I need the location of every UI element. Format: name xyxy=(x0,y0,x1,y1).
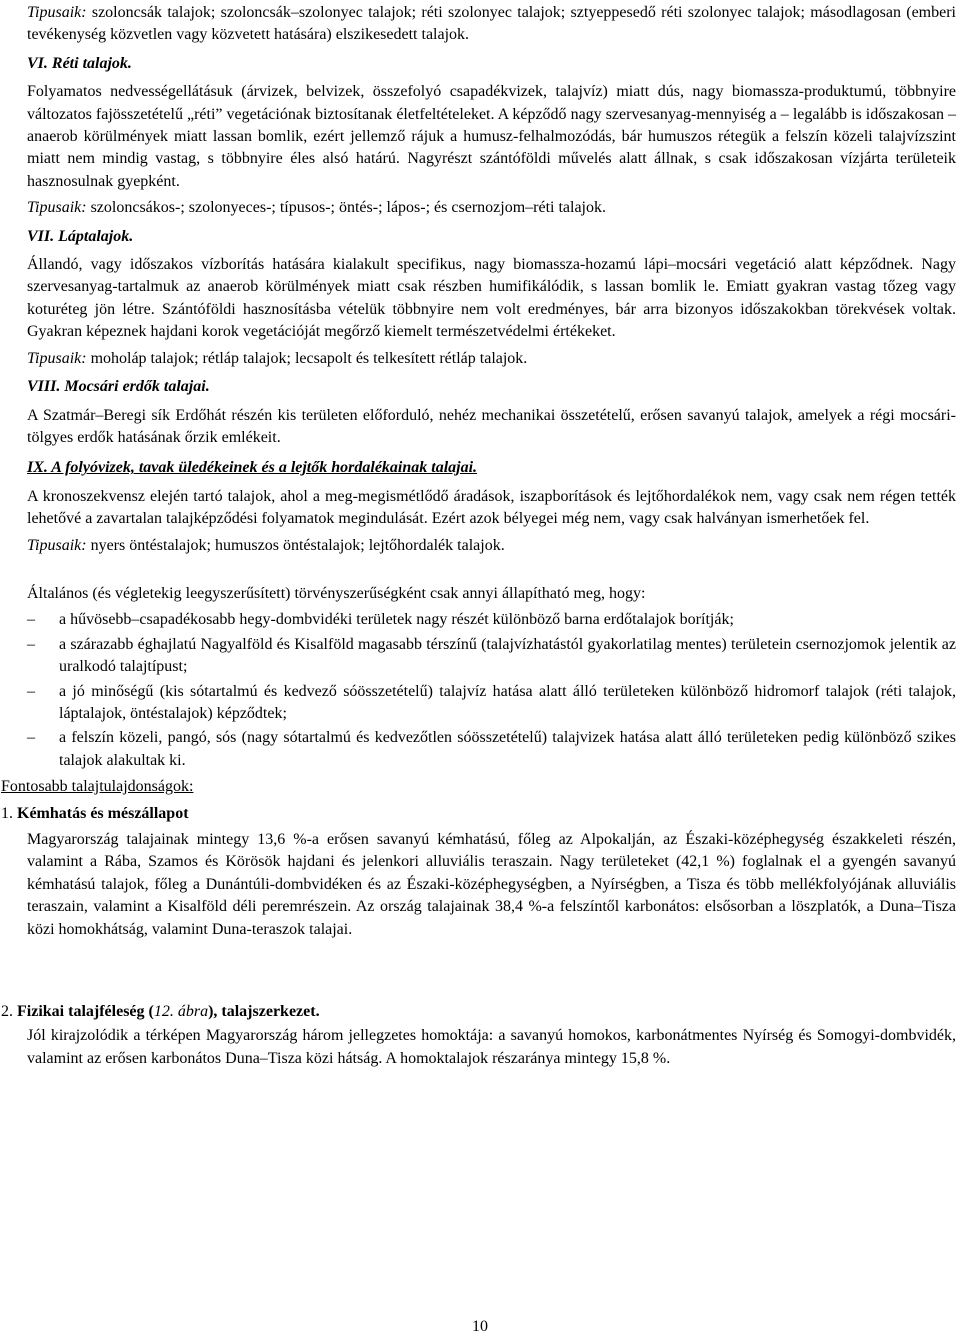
property-2-paragraph: Jól kirajzolódik a térképen Magyarország három jellegzetes homoktája: a savanyú homokos, karbonátmentes Nyírség és Somogyi-dombvidék, valamint az erősen karbonátos Duna–Tisza közi hátság. A homoktalajok részaránya mintegy 15,8 %. xyxy=(27,1027,956,1067)
property-2-title: Fizikai talajféleség xyxy=(17,1003,145,1021)
types-paragraph-vii xyxy=(27,348,956,370)
property-2-heading xyxy=(1,1001,956,1023)
property-2-number: 2. xyxy=(1,1003,13,1021)
dash-marker: – xyxy=(27,635,35,653)
types-paragraph-ix xyxy=(27,535,956,557)
types-label: Tipusaik: xyxy=(27,536,87,554)
types-text: szoloncsákos-; szolonyeces-; típusos-; öntés-; lápos-; és csernozjom–réti talajok. xyxy=(86,199,606,217)
property-1-heading xyxy=(1,803,956,825)
list-item-text: a szárazabb éghajlatú Nagyalföld és Kisalföld magasabb térszínű (talajvízhatástól gyakorlatilag mentes) területein csernozjomok jelentik az uralkodó talajtípust; xyxy=(59,635,956,676)
types-paragraph-vi xyxy=(27,197,956,219)
types-label: Tipusaik: xyxy=(27,199,87,217)
types-text: moholáp talajok; rétláp talajok; lecsapolt és telkesített rétláp talajok. xyxy=(86,349,528,367)
section-ix-paragraph: A kronoszekvensz elején tartó talajok, ahol a meg-megismétlődő áradások, iszapborítások és lejtőhordalékok nem, vagy csak nem régen tették lehetővé a zavartalan talajképződési folyamatok megindulását. Ezért azok bélyegei még nem, vagy csak halványan ismerhetőek fel. xyxy=(27,487,956,528)
types-label: Tipusaik: xyxy=(27,4,87,21)
general-intro: Általános (és végletekig leegyszerűsített) törvényszerűségként csak annyi állapítható meg, hogy: xyxy=(27,584,646,602)
section-heading-ix: IX. A folyóvizek, tavak üledékeinek és a lejtők hordalékainak talajai. xyxy=(27,459,478,477)
dash-marker: – xyxy=(27,682,35,700)
section-viii-paragraph: A Szatmár–Beregi sík Erdőhát részén kis területen előforduló, nehéz mechanikai összetételű, erősen savanyú talajok, amelyek a régi mocsári-tölgyes erdők hatásának őrzik emlékeit. xyxy=(27,406,956,446)
properties-heading: Fontosabb talajtulajdonságok: xyxy=(1,778,194,796)
list-item-text: a hűvösebb–csapadékosabb hegy-dombvidéki területek nagy részét különböző barna erdőtalajok borítják; xyxy=(59,611,734,629)
dash-marker: – xyxy=(27,611,35,629)
property-2-title-rest: ), talajszerkezet. xyxy=(208,1003,320,1021)
list-item xyxy=(27,609,956,631)
property-1-paragraph: Magyarország talajainak mintegy 13,6 %-a erősen savanyú kémhatású, főleg az Alpokalján, az Északi-középhegység északkeleti részén, valamint a Rába, Szamos és Körösök hajdani és jelenkori alluviális teraszain. Nagy területeket (42,1 %) foglalnak el a gyengén savanyú kémhatású talajok, főleg a Dunántúli-dombvidéken és az Északi-középhegységben, a Nyírségben, a Tisza és több mellékfolyójának alluviális teraszain, valamint a Kisalföld déli peremrészein. Az ország talajainak 38,4 %-a felszíntől karbonátos: elsősorban a löszplatók, a Duna–Tisza közi homokhátság, valamint Duna-teraszok talajai. xyxy=(27,831,956,938)
types-paragraph-top xyxy=(27,2,956,47)
list-item xyxy=(27,727,956,772)
section-heading-vi: VI. Réti talajok. xyxy=(27,54,132,72)
section-vii-paragraph: Állandó, vagy időszakos vízborítás hatására kialakult specifikus, nagy biomassza-hozamú lápi–mocsári vegetáció alatt képződnek. Nagy szervesanyag-tartalmuk az anaerob körülmények miatt csak részben humifikálódik, s lassan bomlik le. Emiatt gyakran vastag tőzeg vagy koturéteg jön létre. Szántóföldi hasznosításba vételük többnyire nem volt eredményes, bár arra bizonyos időszakokban törekvések voltak. Gyakran képeznek hajdani korok vegetációját megőrző kiemelt természetvédelmi értékeket. xyxy=(27,256,956,341)
types-text: nyers öntéstalajok; humuszos öntéstalajok; lejtőhordalék talajok. xyxy=(86,536,505,554)
list-item-text: a felszín közeli, pangó, sós (nagy sótartalmú és kedvezőtlen sóösszetételű) talajvizek hatása alatt álló területeken pedig különböző szikes talajok alakultak ki. xyxy=(59,729,956,769)
property-1-number: 1. xyxy=(1,804,13,822)
figure-reference: 12. ábra xyxy=(153,1003,209,1021)
types-label: Tipusaik: xyxy=(27,349,87,367)
list-item-text: a jó minőségű (kis sótartalmú és kedvező sóösszetételű) talajvíz hatása alatt álló területeken különböző hidromorf talajok (réti talajok, láptalajok, öntéstalajok) képződtek; xyxy=(59,682,956,722)
list-item xyxy=(27,681,956,726)
section-vi-paragraph: Folyamatos nedvességellátásuk (árvizek, belvizek, összefolyó csapadékvizek, talajvíz) miatt dús, nagy biomassza-produktumú, többnyire változatos fajösszetételű „réti” vegetációnak biztosítanak életfeltételeket. A képződő nagy szervesanyag-mennyiség a – legalább is időszakosan – anaerob körülmények miatt lassan bomlik, ezért jellemző rájuk a humusz-felhalmozódás, bár humuszos rétegük a felszín közeli talajvízszint miatt nem mindig vastag, s többnyire éles alsó határú. Nagyrészt szántóföldi művelés alatt állnak, s csak időszakosan vízjárta területeik hasznosulnak gyepként. xyxy=(27,83,956,190)
dash-marker: – xyxy=(27,729,35,747)
section-heading-vii: VII. Láptalajok. xyxy=(27,227,134,245)
list-item xyxy=(27,634,956,679)
property-1-title: Kémhatás és mészállapot xyxy=(17,804,189,822)
property-2-title-paren-open: ( xyxy=(144,1003,154,1021)
section-heading-viii: VIII. Mocsári erdők talajai. xyxy=(27,378,210,396)
document-page xyxy=(1,0,956,1070)
page-number: 10 xyxy=(472,1318,488,1335)
types-text: szoloncsák talajok; szoloncsák–szolonyec talajok; réti szolonyec talajok; sztyeppesedő réti szolonyec talajok; másodlagosan (emberi tevékenység közvetlen vagy közvetett hatására) elszikesedett talajok. xyxy=(27,4,956,44)
general-list xyxy=(27,609,956,772)
